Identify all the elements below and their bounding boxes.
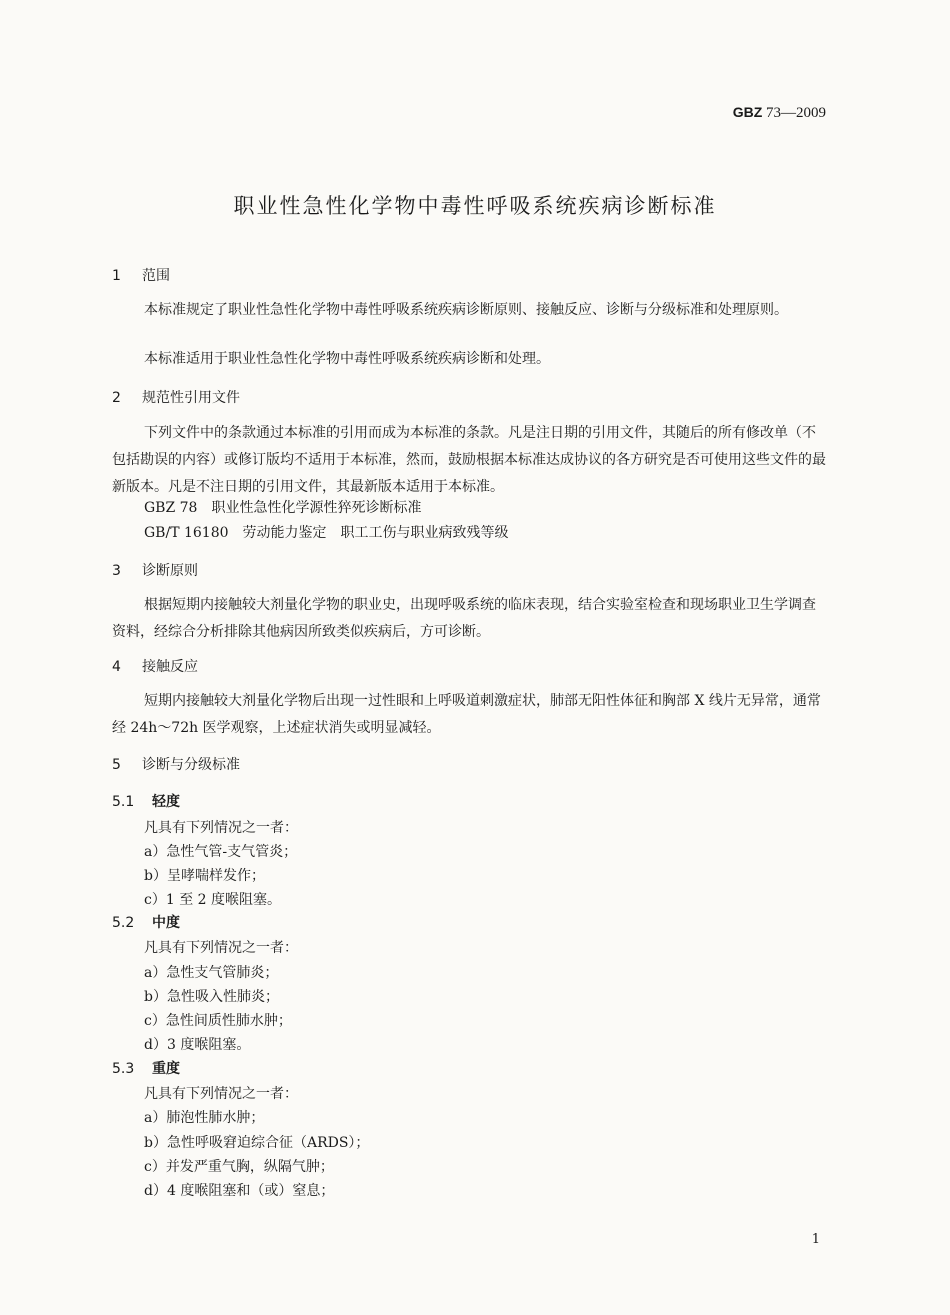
section-3-paragraph-1: 根据短期内接触较大剂量化学物的职业史，出现呼吸系统的临床表现，结合实验室检查和现场职业卫生学调查资料，经综合分析排除其他病因所致类似疾病后，方可诊断。 bbox=[112, 597, 816, 640]
reference-gbz78: GBZ 78 职业性急性化学源性猝死诊断标准 bbox=[144, 500, 422, 516]
subsection-5-2-intro: 凡具有下列情况之一者： bbox=[144, 940, 298, 956]
subsection-number: 5.1 bbox=[112, 794, 135, 810]
section-number: 2 bbox=[112, 390, 121, 406]
page-title: 职业性急性化学物中毒性呼吸系统疾病诊断标准 bbox=[233, 194, 717, 218]
subsection-number: 5.3 bbox=[112, 1061, 135, 1077]
section-2-heading bbox=[112, 387, 240, 407]
list-item: d）4 度喉阻塞和（或）窒息； bbox=[144, 1183, 335, 1199]
section-title: 范围 bbox=[142, 268, 170, 284]
subsection-5-2-heading bbox=[112, 912, 180, 932]
subsection-title: 中度 bbox=[152, 915, 180, 931]
section-3-heading bbox=[112, 560, 198, 580]
list-item: a）急性气管-支气管炎； bbox=[144, 844, 298, 860]
section-number: 4 bbox=[112, 659, 121, 675]
subsection-5-3-heading bbox=[112, 1058, 180, 1078]
section-title: 规范性引用文件 bbox=[142, 390, 240, 406]
section-1-heading bbox=[112, 265, 170, 285]
standard-code bbox=[733, 104, 826, 122]
list-item: a）急性支气管肺炎； bbox=[144, 965, 279, 981]
subsection-5-1-heading bbox=[112, 791, 180, 811]
section-5-heading bbox=[112, 754, 240, 774]
list-item: b）呈哮喘样发作； bbox=[144, 868, 265, 884]
section-number: 5 bbox=[112, 757, 121, 773]
list-item: c）急性间质性肺水肿； bbox=[144, 1013, 292, 1029]
list-item: a）肺泡性肺水肿； bbox=[144, 1110, 265, 1126]
list-item: b）急性吸入性肺炎； bbox=[144, 989, 279, 1005]
list-item: d）3 度喉阻塞。 bbox=[144, 1037, 251, 1053]
section-1-paragraph-2: 本标准适用于职业性急性化学物中毒性呼吸系统疾病诊断和处理。 bbox=[144, 351, 550, 367]
section-4-paragraph-1: 短期内接触较大剂量化学物后出现一过性眼和上呼吸道刺激症状，肺部无阳性体征和胸部 X 线片无异常，通常经 24h～72h 医学观察，上述症状消失或明显减轻。 bbox=[112, 693, 821, 736]
section-title: 接触反应 bbox=[142, 659, 198, 675]
subsection-5-1-intro: 凡具有下列情况之一者： bbox=[144, 820, 298, 836]
page-number: 1 bbox=[811, 1232, 820, 1247]
list-item: c）并发严重气胸，纵隔气肿； bbox=[144, 1159, 334, 1175]
subsection-title: 重度 bbox=[152, 1061, 180, 1077]
subsection-5-3-intro: 凡具有下列情况之一者： bbox=[144, 1086, 298, 1102]
section-2-paragraph-1: 下列文件中的条款通过本标准的引用而成为本标准的条款。凡是注日期的引用文件，其随后的所有修改单（不包括勘误的内容）或修订版均不适用于本标准，然而，鼓励根据本标准达成协议的各方研究是否可使用这些文件的最新版本。凡是不注日期的引用文件，其最新版本适用于本标准。 bbox=[112, 425, 826, 495]
standard-number: 73—2009 bbox=[766, 105, 826, 121]
section-number: 3 bbox=[112, 563, 121, 579]
section-number: 1 bbox=[112, 268, 121, 284]
subsection-title: 轻度 bbox=[152, 794, 180, 810]
standard-prefix: GBZ bbox=[732, 104, 763, 120]
list-item: b）急性呼吸窘迫综合征（ARDS）； bbox=[144, 1135, 370, 1151]
section-title: 诊断原则 bbox=[142, 563, 198, 579]
reference-gbt16180: GB/T 16180 劳动能力鉴定 职工工伤与职业病致残等级 bbox=[144, 525, 509, 541]
list-item: c）1 至 2 度喉阻塞。 bbox=[144, 892, 282, 908]
section-title: 诊断与分级标准 bbox=[142, 757, 240, 773]
section-1-paragraph-1: 本标准规定了职业性急性化学物中毒性呼吸系统疾病诊断原则、接触反应、诊断与分级标准和处理原则。 bbox=[144, 302, 788, 318]
subsection-number: 5.2 bbox=[112, 915, 135, 931]
section-4-heading bbox=[112, 656, 198, 676]
